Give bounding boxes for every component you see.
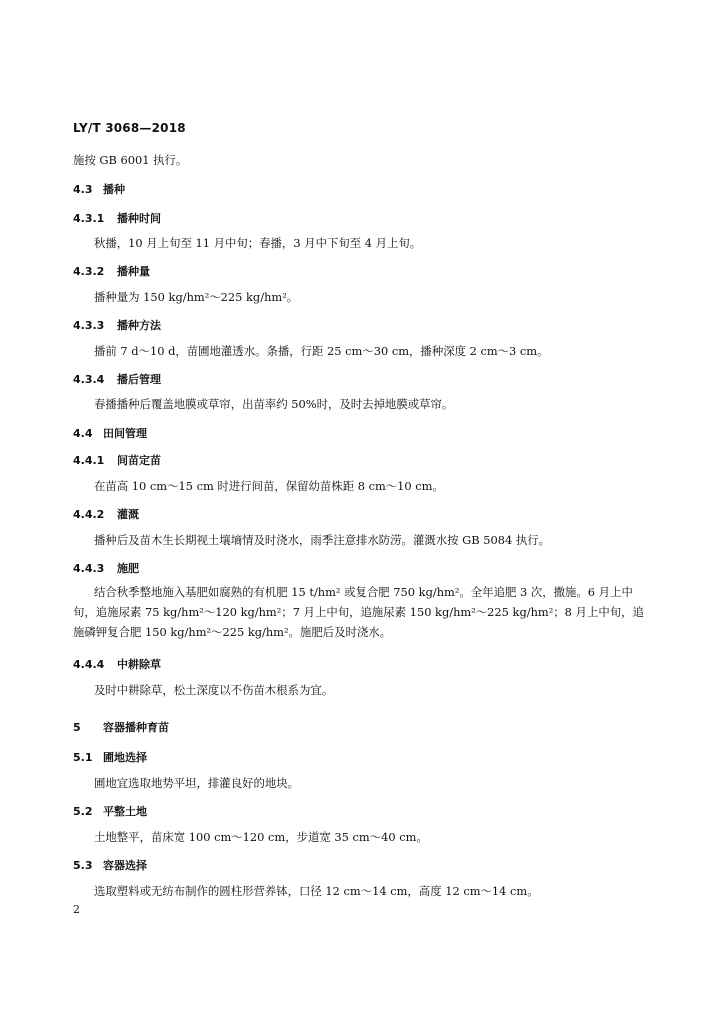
section-number: 5.1 — [73, 751, 93, 764]
chapter-heading — [73, 719, 169, 735]
section-title: 灌溉 — [117, 508, 139, 521]
section-title: 田间管理 — [103, 427, 147, 440]
section-number: 4.3.1 — [73, 212, 105, 225]
section-number: 4.3 — [73, 183, 93, 196]
section-number: 5 — [73, 721, 81, 734]
subsection-heading — [73, 506, 139, 522]
subsection-heading — [73, 452, 161, 468]
section-number: 5.2 — [73, 805, 93, 818]
section-heading — [73, 181, 125, 197]
section-heading — [73, 749, 147, 765]
subsection-heading — [73, 210, 161, 226]
paragraph: 土地整平，苗床宽 100 cm～120 cm，步道宽 35 cm～40 cm。 — [94, 830, 428, 844]
subsection-heading — [73, 317, 161, 333]
page-number: 2 — [73, 903, 80, 916]
paragraph: 结合秋季整地施入基肥如腐熟的有机肥 15 t/hm² 或复合肥 750 kg/hm²。全年追肥 3 次，撒施。6 月上中旬，追施尿素 75 kg/hm²～120 kg/hm²；7 月上中旬，追施尿素 150 kg/hm²～225 kg/hm²；8 月上中旬，追施磷钾复合肥 150 kg/hm²～225 kg/hm²。施肥后及时浇水。 — [73, 585, 644, 639]
section-title: 播种方法 — [117, 319, 161, 332]
paragraph: 及时中耕除草，松土深度以不伤苗木根系为宜。 — [94, 683, 334, 697]
subsection-heading — [73, 656, 161, 672]
section-title: 平整土地 — [103, 805, 147, 818]
section-number: 4.4 — [73, 427, 93, 440]
section-number: 5.3 — [73, 859, 93, 872]
section-number: 4.4.4 — [73, 658, 105, 671]
section-title: 间苗定苗 — [117, 454, 161, 467]
section-title: 播种时间 — [117, 212, 161, 225]
section-title: 播种 — [103, 183, 125, 196]
subsection-heading — [73, 263, 150, 279]
section-number: 4.4.3 — [73, 562, 105, 575]
section-heading — [73, 425, 147, 441]
section-number: 4.4.1 — [73, 454, 105, 467]
section-title: 容器播种育苗 — [103, 721, 169, 734]
subsection-heading — [73, 560, 139, 576]
paragraph: 播前 7 d～10 d，苗圃地灌透水。条播，行距 25 cm～30 cm，播种深度 2 cm～3 cm。 — [94, 344, 549, 358]
paragraph: 播种量为 150 kg/hm²～225 kg/hm²。 — [94, 290, 299, 304]
section-number: 4.3.4 — [73, 373, 105, 386]
section-number: 4.3.2 — [73, 265, 105, 278]
section-heading — [73, 857, 147, 873]
paragraph: 圃地宜选取地势平坦，排灌良好的地块。 — [94, 776, 300, 790]
section-number: 4.4.2 — [73, 508, 105, 521]
subsection-heading — [73, 371, 161, 387]
section-title: 中耕除草 — [117, 658, 161, 671]
paragraph: 播种后及苗木生长期视土壤墒情及时浇水，雨季注意排水防涝。灌溉水按 GB 5084 执行。 — [94, 533, 550, 547]
paragraph: 在苗高 10 cm～15 cm 时进行间苗，保留幼苗株距 8 cm～10 cm。 — [94, 479, 444, 493]
paragraph: 秋播，10 月上旬至 11 月中旬；春播，3 月中下旬至 4 月上旬。 — [94, 236, 422, 250]
section-title: 播种量 — [117, 265, 150, 278]
paragraph: 选取塑料或无纺布制作的圆柱形营养钵，口径 12 cm～14 cm，高度 12 cm～14 cm。 — [94, 884, 539, 898]
section-title: 容器选择 — [103, 859, 147, 872]
paragraph: 施按 GB 6001 执行。 — [73, 153, 188, 167]
section-number: 4.3.3 — [73, 319, 105, 332]
standard-code-header: LY/T 3068—2018 — [73, 121, 186, 135]
section-title: 施肥 — [117, 562, 139, 575]
section-title: 播后管理 — [117, 373, 161, 386]
section-title: 圃地选择 — [103, 751, 147, 764]
paragraph: 春播播种后覆盖地膜或草帘，出苗率约 50%时，及时去掉地膜或草帘。 — [94, 397, 454, 411]
section-heading — [73, 803, 147, 819]
